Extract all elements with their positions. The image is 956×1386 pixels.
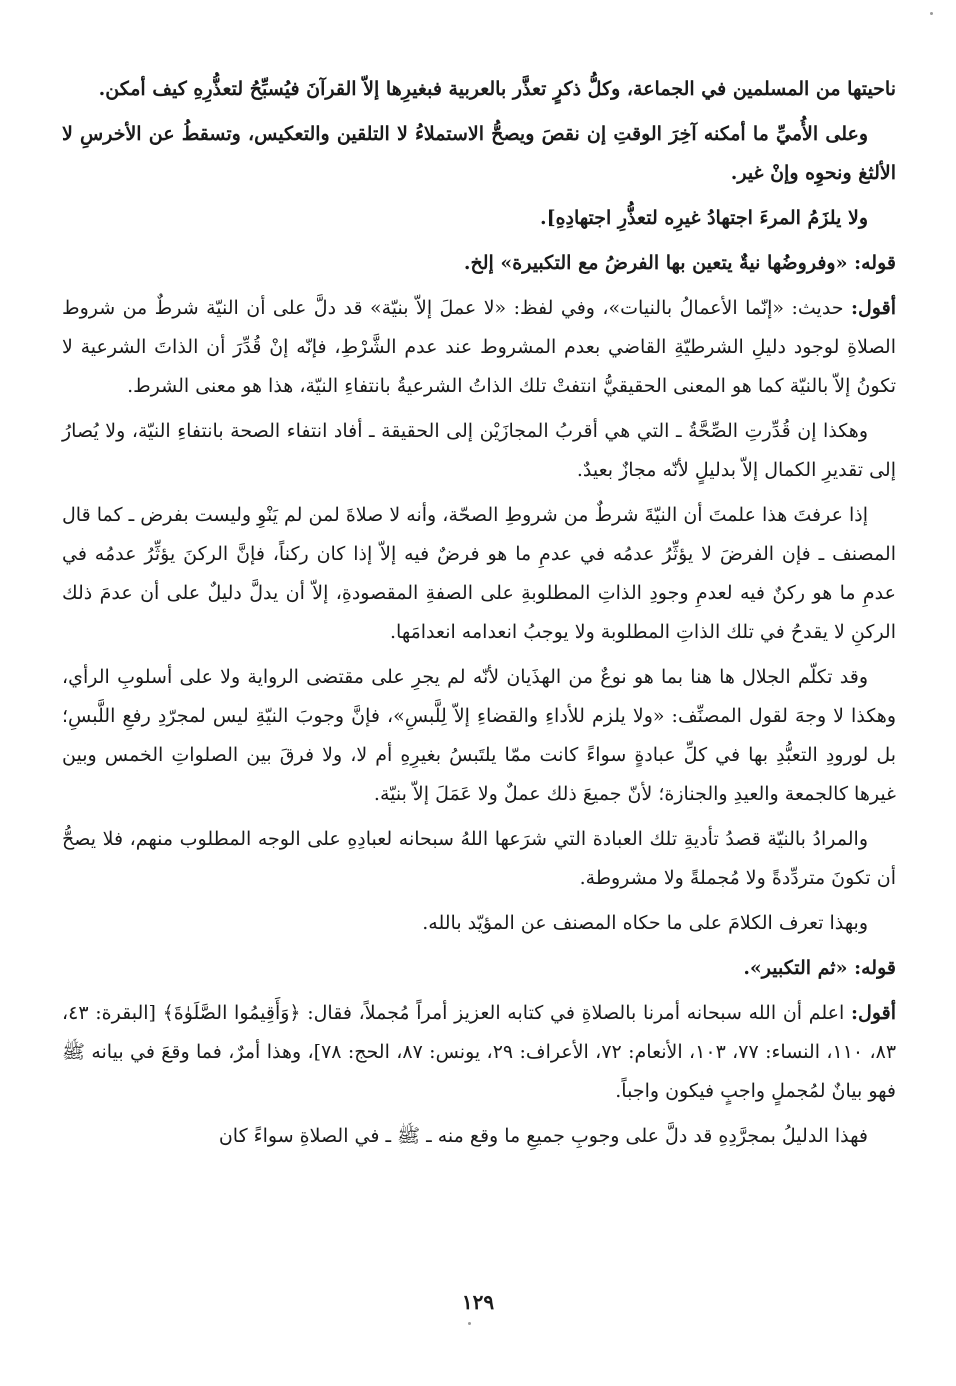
reply-label: أقول:: [851, 1002, 896, 1024]
paragraph: [62, 70, 896, 109]
paragraph: [62, 949, 896, 988]
paragraph: [62, 496, 896, 652]
paragraph: [62, 289, 896, 406]
paragraph: [62, 658, 896, 814]
scan-speck: [468, 1322, 471, 1325]
paragraph-text: «ثم التكبير».: [743, 957, 848, 979]
paragraph-text: فهذا الدليلُ بمجرَّدِهِ قد دلَّ على وجوبِ جميعِ ما وقع منه ـ ﷺ ـ في الصلاةِ سواءً كان: [218, 1125, 868, 1147]
reply-label: أقول:: [850, 297, 896, 319]
paragraph: [62, 244, 896, 283]
paragraph: [62, 412, 896, 490]
quote-label: قوله:: [854, 957, 896, 979]
paragraph: [62, 115, 896, 193]
paragraph-text: ولا يلزَمُ المرءَ اجتهادُ غيرِه لتعذُّرِ اجتهادِهِ].: [539, 207, 868, 229]
paragraph-text: والمرادُ بالنيّة قصدُ تأديةِ تلك العبادة التي شرَعها اللهُ سبحانه لعبادِهِ على الوجه المطلوب منهم، فلا يصحُّ أن تكونَ متردِّدةً ولا مُجملةً ولا مشروطة.: [62, 828, 896, 889]
paragraph: [62, 904, 896, 943]
paragraph-text: اعلم أن الله سبحانه أمرنا بالصلاةِ في كتابه العزيز أمراً مُجملاً، فقال: ﴿وَأَقِيمُوا الصَّلَوٰةَ﴾ [البقرة: ٤٣، ٨٣، ١١٠، النساء: ٧٧، ١٠٣، الأنعام: ٧٢، الأعراف: ٢٩، يونس: ٨٧، الحج: ٧٨]، وهذا أمرٌ، فما وقعَ في بيانه ﷺ فهو بيانٌ لمُجملٍ واجبٍ فيكون واجباً.: [62, 1002, 897, 1102]
paragraph-text: وهكذا إن قُدِّرتِ الصِّحَّةُ ـ التي هي أقربُ المجازَيْن إلى الحقيقة ـ أفاد انتفاء الصحة بانتفاءِ النيّة، ولا يُصارُ إلى تقديرِ الكمال إلاّ بدليلٍ لأنّه مجازٌ بعيدٌ.: [62, 420, 896, 481]
paragraph-text: وعلى الأُميِّ ما أمكنه آخِرَ الوقتِ إن نقصَ ويصحُّ الاستملاءُ لا التلقين والتعكيس، وتسقطُ عن الأخرسِ لا الألثغ ونحوِه وإنْ غير.: [62, 123, 896, 184]
paragraph: [62, 199, 896, 238]
paragraph-text: ناحيتها من المسلمين في الجماعة، وكلُّ ذكرٍ تعذَّر بالعربية فبغيرِها إلاّ القرآنَ فيُسبِّحُ لتعذُّرِهِ كيف أمكن.: [98, 78, 896, 100]
paragraph: [62, 1117, 896, 1156]
quote-label: قوله:: [854, 252, 896, 274]
paragraph: [62, 994, 896, 1111]
page-number: ١٢٩: [461, 1290, 495, 1314]
paragraph-text: وقد تكلّم الجلال ها هنا بما هو نوعٌ من الهذَيان لأنّه لم يجرِ على مقتضى الرواية ولا على أسلوبِ الرأي، وهكذا لا وجهَ لقول المصنِّف: «ولا يلزم للأداءِ والقضاءِ إلاّ لِلَّبسِ»، فإنَّ وجوبَ النيّةِ ليس لمجرّدِ رفعِ اللَّبسِ؛ بل لورودِ التعبُّدِ بها في كلِّ عبادةٍ سواءً كانت ممّا يلتَبسُ بغيرِهِ أم لا، ولا فرقَ بين الصلواتِ الخمس وبين غيرها كالجمعة والعيدِ والجنازة؛ لأنّ جميعَ ذلك عملٌ ولا عَمَلَ إلاّ بنيّة.: [62, 666, 896, 805]
paragraph-text: «وفروضُها نيةٌ يتعين بها الفرضُ مع التكبيرة» إلخ.: [463, 252, 848, 274]
page-body: [62, 70, 896, 1156]
paragraph-text: إذا عرفتَ هذا علمتَ أن النيّةَ شرطٌ من شروطِ الصحّة، وأنه لا صلاةَ لمن لم يَنْوِ وليست بفرض ـ كما قال المصنف ـ فإن الفرضَ لا يؤثِّرُ عدمُه في عدمِ ما هو فرضٌ فيه إلاّ إذا كان ركناً، فإنَّ الركنَ يؤثِّرُ عدمُه في عدمِ ما هو ركنٌ فيه لعدمِ وجودِ الذاتِ المطلوبةِ على الصفةِ المقصودةِ، إلاّ أن يدلَّ دليلٌ على أن عدمَ ذلك الركنِ لا يقدحُ في تلك الذاتِ المطلوبة ولا يوجبُ انعدامه انعدامَها.: [62, 504, 896, 643]
paragraph-text: حديث: «إنّما الأعمالُ بالنيات»، وفي لفظ: «لا عملَ إلاّ بنيّة» قد دلَّ على أن النيّة شرطٌ من شروط الصلاةِ لوجود دليلِ الشرطيّةِ القاضي بعدم المشروط عند عدم الشَّرْطِ، فإنّه إنْ قُدِّرَ أن الذاتَ الشرعية لا تكونُ إلاّ بالنيّة كما هو المعنى الحقيقيُّ انتفتْ تلك الذاتُ الشرعيةُ بانتفاءِ النيّة، هذا هو معنى الشرط.: [62, 297, 896, 397]
paragraph: [62, 820, 896, 898]
paragraph-text: وبهذا تعرف الكلامَ على ما حكاه المصنف عن المؤيّد بالله.: [422, 912, 868, 934]
scan-speck: [930, 12, 933, 15]
